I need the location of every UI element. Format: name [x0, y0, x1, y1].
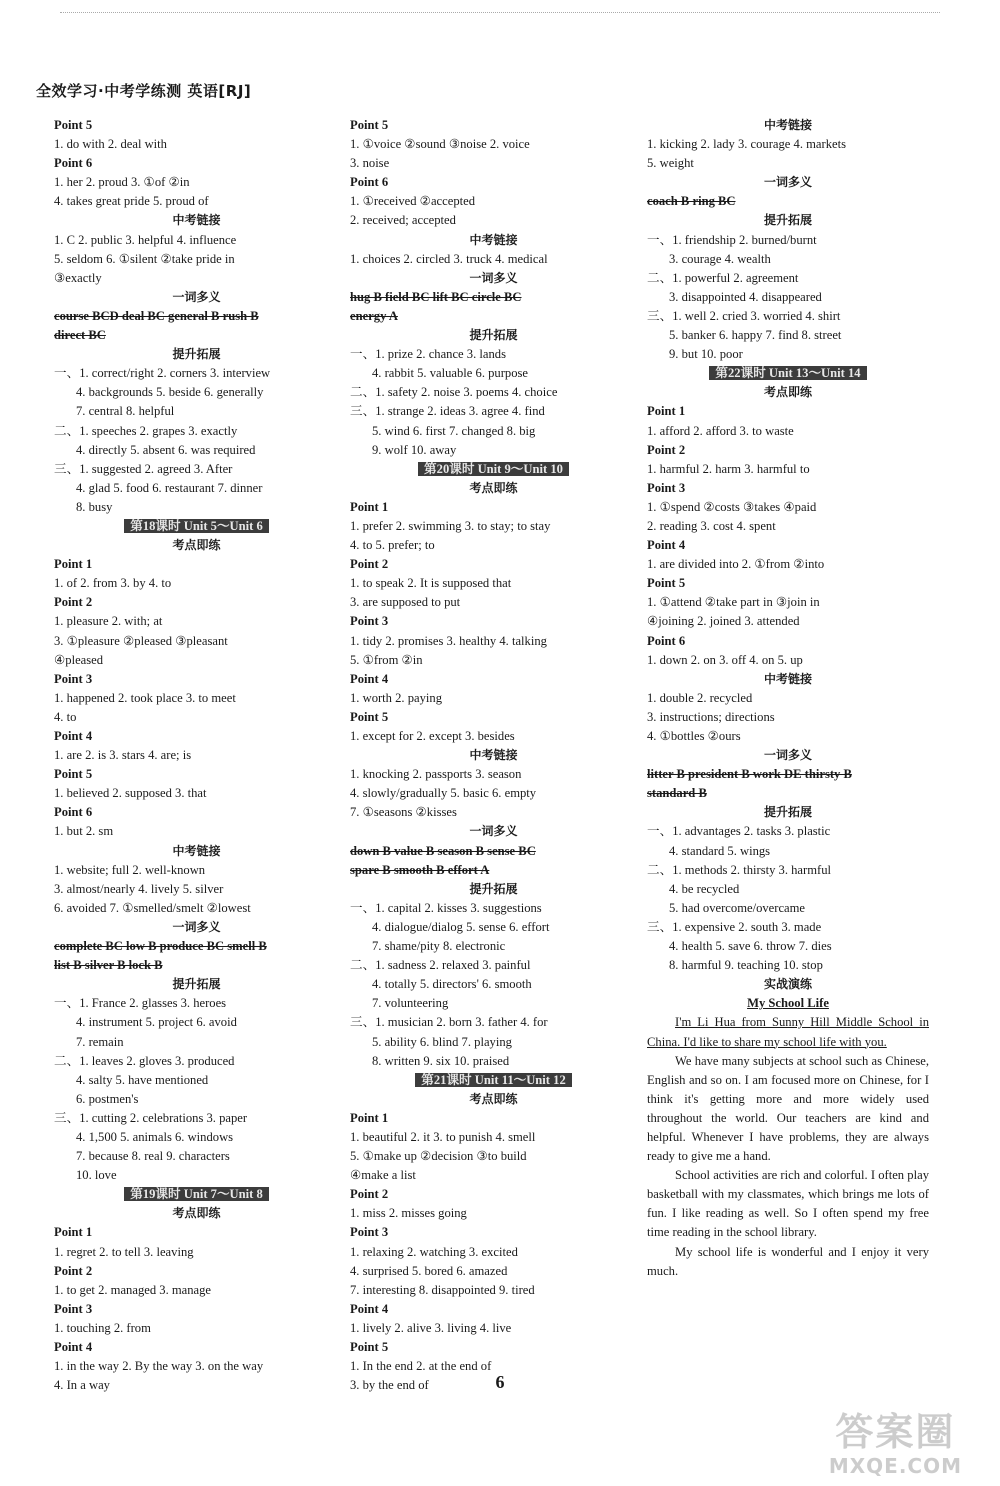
answer-line: 1. C 2. public 3. helpful 4. influence	[54, 232, 237, 247]
answer-line: 3. noise	[350, 156, 390, 171]
answer-line: 4. surprised 5. bored 6. amazed	[350, 1263, 508, 1278]
watermark-logo	[829, 1410, 962, 1478]
answer-line: 1. afford 2. afford 3. to waste	[647, 423, 794, 438]
answer-line-indented: 7. volunteering	[372, 996, 449, 1011]
answer-line: 1. ①spend ②costs ③takes ④paid	[647, 499, 817, 514]
point-heading: Point 4	[350, 1301, 389, 1316]
answer-line-indented: 4. salty 5. have mentioned	[76, 1072, 209, 1087]
answer-line: 三、1. cutting 2. celebrations 3. paper	[54, 1110, 248, 1125]
point-heading: Point 5	[54, 767, 93, 782]
answer-line: 二、1. methods 2. thirsty 3. harmful	[647, 862, 831, 877]
answer-line: 一、1. friendship 2. burned/burnt	[647, 232, 817, 247]
polysemy-line: hug B field BC lift BC circle BC	[350, 289, 522, 304]
answer-line: 三、1. well 2. cried 3. worried 4. shirt	[647, 308, 841, 323]
answer-line: 7. ①seasons ②kisses	[350, 805, 457, 820]
point-heading: Point 1	[54, 1225, 93, 1240]
point-heading: Point 5	[350, 709, 389, 724]
answer-line: ④joining 2. joined 3. attended	[647, 614, 800, 629]
answer-line-indented: 5. ability 6. blind 7. playing	[372, 1034, 512, 1049]
answer-line-indented: 4. rabbit 5. valuable 6. purpose	[372, 366, 528, 381]
lesson-banner-text: 第19课时 Unit 7～Unit 8	[124, 1187, 269, 1201]
answer-line-indented: 6. postmen's	[76, 1091, 139, 1106]
answer-line-indented: 4. instrument 5. project 6. avoid	[76, 1015, 237, 1030]
answer-line: 三、1. suggested 2. agreed 3. After	[54, 461, 233, 476]
answer-line: 1. website; full 2. well-known	[54, 862, 206, 877]
section-heading: 考点即练	[172, 1206, 221, 1221]
answer-line: 三、1. strange 2. ideas 3. agree 4. find	[350, 404, 545, 419]
answer-line: 三、1. expensive 2. south 3. made	[647, 919, 822, 934]
answer-line: 4. slowly/gradually 5. basic 6. empty	[350, 786, 537, 801]
answer-line: 一、1. capital 2. kisses 3. suggestions	[350, 900, 542, 915]
polysemy-line: direct BC	[54, 328, 106, 343]
answer-line: 1. pleasure 2. with; at	[54, 614, 163, 629]
section-heading: 提升拓展	[763, 805, 812, 820]
answer-line: 1. beautiful 2. it 3. to punish 4. smell	[350, 1129, 536, 1144]
section-heading: 提升拓展	[172, 347, 221, 362]
answer-line: 1. worth 2. paying	[350, 690, 442, 705]
answer-line: 5. weight	[647, 156, 694, 171]
point-heading: Point 1	[350, 499, 389, 514]
answer-line-indented: 4. dialogue/dialog 5. sense 6. effort	[372, 919, 550, 934]
answer-line: 3. are supposed to put	[350, 595, 461, 610]
answer-line: 二、1. sadness 2. relaxed 3. painful	[350, 958, 531, 973]
point-heading: Point 2	[54, 595, 93, 610]
answer-line-indented: 7. remain	[76, 1034, 124, 1049]
answer-line: 1. of 2. from 3. by 4. to	[54, 576, 172, 591]
point-heading: Point 5	[647, 576, 686, 591]
answer-line: 1. touching 2. from	[54, 1320, 151, 1335]
section-heading: 考点即练	[172, 538, 221, 553]
answer-line: 1. happened 2. took place 3. to meet	[54, 690, 236, 705]
point-heading: Point 6	[350, 175, 389, 190]
section-heading: 中考链接	[763, 671, 812, 686]
point-heading: Point 4	[647, 538, 686, 553]
answer-line: 1. knocking 2. passports 3. season	[350, 767, 522, 782]
answer-line: 1. are divided into 2. ①from ②into	[647, 557, 825, 572]
point-heading: Point 1	[54, 557, 93, 572]
point-heading: Point 5	[350, 1340, 389, 1354]
answer-line: 4. takes great pride 5. proud of	[54, 194, 209, 209]
lesson-banner	[647, 364, 929, 383]
answer-line: 1. are 2. is 3. stars 4. are; is	[54, 748, 192, 763]
point-heading: Point 1	[647, 404, 686, 419]
section-heading: 提升拓展	[763, 213, 812, 228]
answer-line: 1. harmful 2. harm 3. harmful to	[647, 461, 810, 476]
answer-line: 1. do with 2. deal with	[54, 137, 167, 152]
answer-line-indented: 4. 1,500 5. animals 6. windows	[76, 1129, 234, 1144]
lesson-banner	[350, 460, 637, 479]
answer-line: 1. regret 2. to tell 3. leaving	[54, 1244, 194, 1259]
essay-paragraph: School activities are rich and colorful. I often play basketball with my classmates, which brings me lots of fun. I like reading as well. So I often spend my free time reading in the school library.	[647, 1168, 929, 1240]
answer-line: 1. In the end 2. at the end of	[350, 1359, 492, 1374]
answer-line: 1. ①attend ②take part in ③join in	[647, 595, 820, 610]
answer-line-indented: 4. backgrounds 5. beside 6. generally	[76, 385, 264, 400]
answer-line-indented: 4. health 5. save 6. throw 7. dies	[669, 939, 832, 954]
section-heading: 一词多义	[172, 289, 221, 304]
answer-line-indented: 4. glad 5. food 6. restaurant 7. dinner	[76, 480, 263, 495]
answer-line-indented: 5. banker 6. happy 7. find 8. street	[669, 328, 842, 343]
point-heading: Point 4	[54, 729, 93, 743]
answer-line: 一、1. correct/right 2. corners 3. interview	[54, 366, 271, 381]
answer-line: ④make a list	[350, 1168, 416, 1183]
lesson-banner	[54, 517, 339, 536]
answer-line-indented: 7. because 8. real 9. characters	[76, 1149, 230, 1164]
watermark-text-en: MXQE.COM	[828, 1454, 962, 1478]
essay-paragraph: My school life is wonderful and I enjoy it very much.	[647, 1244, 929, 1278]
section-heading: 提升拓展	[469, 328, 518, 343]
point-heading: Point 2	[54, 1263, 93, 1278]
point-heading: Point 6	[54, 156, 93, 171]
point-heading: Point 3	[647, 480, 686, 495]
answer-line: ③exactly	[54, 270, 102, 285]
answer-line: 1. in the way 2. By the way 3. on the way	[54, 1359, 264, 1374]
section-heading: 实战演练	[763, 977, 812, 992]
answer-line: 3. instructions; directions	[647, 709, 775, 724]
section-heading: 中考链接	[469, 748, 518, 763]
answer-line-indented: 9. wolf 10. away	[372, 442, 457, 457]
top-dotted-rule	[60, 12, 940, 13]
answer-line: 1. her 2. proud 3. ①of ②in	[54, 175, 190, 190]
answer-line: 1. down 2. on 3. off 4. on 5. up	[647, 652, 803, 667]
answer-line: 2. received; accepted	[350, 213, 456, 228]
lesson-banner	[54, 1185, 339, 1204]
answer-line: 二、1. safety 2. noise 3. poems 4. choice	[350, 385, 558, 400]
answer-line-indented: 8. busy	[76, 499, 113, 514]
answer-line: 1. ①voice ②sound ③noise 2. voice	[350, 137, 530, 152]
lesson-banner-text: 第21课时 Unit 11～Unit 12	[415, 1073, 572, 1087]
answer-line: 7. interesting 8. disappointed 9. tired	[350, 1282, 535, 1297]
essay-paragraph: I'm Li Hua from Sunny Hill Middle School in China. I'd like to share my school life with you.	[647, 1015, 929, 1049]
answer-line-indented: 8. harmful 9. teaching 10. stop	[669, 958, 823, 973]
point-heading: Point 1	[350, 1110, 389, 1125]
point-heading: Point 5	[54, 118, 93, 132]
point-heading: Point 4	[350, 671, 389, 686]
answer-line-indented: 5. had overcome/overcame	[669, 900, 806, 915]
answer-line: 1. double 2. recycled	[647, 690, 753, 705]
section-heading: 考点即练	[469, 480, 518, 495]
answer-line: 5. ①make up ②decision ③to build	[350, 1149, 527, 1164]
answer-line: 1. tidy 2. promises 3. healthy 4. talking	[350, 633, 547, 648]
answer-line: 5. seldom 6. ①silent ②take pride in	[54, 251, 235, 266]
answer-line: 4. In a way	[54, 1378, 110, 1393]
polysemy-line: standard B	[647, 786, 707, 801]
answer-line: 1. choices 2. circled 3. truck 4. medical	[350, 251, 548, 266]
answer-line: 5. ①from ②in	[350, 652, 423, 667]
point-heading: Point 2	[350, 557, 389, 572]
answer-line: 1. believed 2. supposed 3. that	[54, 786, 207, 801]
answer-line: 1. relaxing 2. watching 3. excited	[350, 1244, 518, 1259]
essay-paragraph: We have many subjects at school such as Chinese, English and so on. I am focused more on Chinese, for I think it's getting more and more widely used throughout the world. Our teachers are kind and helpful. Whenever I have problems, they are always ready to give me a hand.	[647, 1053, 929, 1164]
section-heading: 中考链接	[763, 118, 812, 132]
point-heading: Point 2	[647, 442, 686, 457]
point-heading: Point 6	[647, 633, 686, 648]
answer-line-indented: 10. love	[76, 1168, 117, 1183]
point-heading: Point 3	[350, 614, 389, 629]
section-heading: 提升拓展	[469, 881, 518, 896]
answer-line: 1. miss 2. misses going	[350, 1206, 467, 1221]
section-heading: 考点即练	[469, 1091, 518, 1106]
answer-line-indented: 5. wind 6. first 7. changed 8. big	[372, 423, 536, 438]
answer-line-indented: 9. but 10. poor	[669, 347, 743, 362]
answer-line-indented: 4. directly 5. absent 6. was required	[76, 442, 256, 457]
answer-line: 三、1. musician 2. born 3. father 4. for	[350, 1015, 548, 1030]
answer-line: 2. reading 3. cost 4. spent	[647, 518, 776, 533]
essay-title: My School Life	[747, 996, 829, 1011]
answer-line: 4. to	[54, 709, 77, 724]
answer-line: 1. kicking 2. lady 3. courage 4. markets	[647, 137, 846, 152]
section-heading: 提升拓展	[172, 977, 221, 992]
answer-column-1	[54, 116, 339, 1395]
answer-line: 一、1. France 2. glasses 3. heroes	[54, 996, 227, 1011]
lesson-banner	[350, 1071, 637, 1090]
lesson-banner-text: 第22课时 Unit 13～Unit 14	[709, 366, 866, 380]
answer-line: 1. but 2. sm	[54, 824, 114, 839]
polysemy-line: coach B ring BC	[647, 194, 736, 209]
point-heading: Point 5	[350, 118, 389, 132]
answer-line: 4. to 5. prefer; to	[350, 538, 435, 553]
section-heading: 中考链接	[172, 843, 221, 858]
polysemy-line: down B value B season B sense BC	[350, 843, 536, 858]
polysemy-line: list B silver B lock B	[54, 958, 163, 973]
answer-line: 一、1. advantages 2. tasks 3. plastic	[647, 824, 831, 839]
section-heading: 一词多义	[469, 824, 518, 839]
section-heading: 一词多义	[469, 270, 518, 285]
section-heading: 一词多义	[172, 919, 221, 934]
answer-line-indented: 4. totally 5. directors' 6. smooth	[372, 977, 532, 992]
section-heading: 一词多义	[763, 175, 812, 190]
answer-line: 二、1. powerful 2. agreement	[647, 270, 799, 285]
lesson-banner-text: 第20课时 Unit 9～Unit 10	[418, 462, 569, 476]
answer-column-3	[647, 116, 929, 1281]
answer-line: 1. ①received ②accepted	[350, 194, 476, 209]
answer-line-indented: 3. disappointed 4. disappeared	[669, 289, 822, 304]
section-heading: 一词多义	[763, 748, 812, 763]
page-header: 全效学习·中考学练测 英语[RJ]	[36, 82, 252, 100]
answer-line-indented: 7. shame/pity 8. electronic	[372, 939, 506, 954]
answer-line-indented: 4. be recycled	[669, 881, 740, 896]
point-heading: Point 3	[350, 1225, 389, 1240]
point-heading: Point 2	[350, 1187, 389, 1202]
answer-line: 3. almost/nearly 4. lively 5. silver	[54, 881, 224, 896]
polysemy-line: litter B president B work DE thirsty B	[647, 767, 852, 782]
answer-line-indented: 7. central 8. helpful	[76, 404, 175, 419]
answer-line: 二、1. speeches 2. grapes 3. exactly	[54, 423, 238, 438]
answer-line: 1. except for 2. except 3. besides	[350, 729, 515, 743]
answer-line: 4. ①bottles ②ours	[647, 729, 741, 743]
answer-line: 6. avoided 7. ①smelled/smelt ②lowest	[54, 900, 251, 915]
polysemy-line: course BCD deal BC general B rush B	[54, 308, 259, 323]
answer-line-indented: 8. written 9. six 10. praised	[372, 1053, 510, 1068]
answer-line: 1. prefer 2. swimming 3. to stay; to stay	[350, 518, 551, 533]
section-heading: 考点即练	[763, 385, 812, 400]
polysemy-line: energy A	[350, 308, 398, 323]
point-heading: Point 3	[54, 1301, 93, 1316]
answer-line: ④pleased	[54, 652, 104, 667]
answer-line: 3. by the end of	[350, 1378, 429, 1393]
lesson-banner-text: 第18课时 Unit 5～Unit 6	[124, 519, 269, 533]
answer-line: 1. to get 2. managed 3. manage	[54, 1282, 212, 1297]
watermark-text-cn: 答案圈	[835, 1410, 956, 1454]
answer-line: 1. to speak 2. It is supposed that	[350, 576, 512, 591]
section-heading: 中考链接	[469, 232, 518, 247]
point-heading: Point 6	[54, 805, 93, 820]
answer-line-indented: 4. standard 5. wings	[669, 843, 771, 858]
answer-line-indented: 3. courage 4. wealth	[669, 251, 771, 266]
point-heading: Point 3	[54, 671, 93, 686]
page-number: 6	[495, 1372, 505, 1392]
answer-line: 一、1. prize 2. chance 3. lands	[350, 347, 506, 362]
section-heading: 中考链接	[172, 213, 221, 228]
point-heading: Point 4	[54, 1340, 93, 1354]
polysemy-line: complete BC low B produce BC smell B	[54, 939, 267, 954]
polysemy-line: spare B smooth B effort A	[350, 862, 490, 877]
answer-line: 二、1. leaves 2. gloves 3. produced	[54, 1053, 235, 1068]
answer-line: 3. ①pleasure ②pleased ③pleasant	[54, 633, 228, 648]
answer-line: 1. lively 2. alive 3. living 4. live	[350, 1320, 512, 1335]
answer-column-2	[350, 116, 637, 1395]
